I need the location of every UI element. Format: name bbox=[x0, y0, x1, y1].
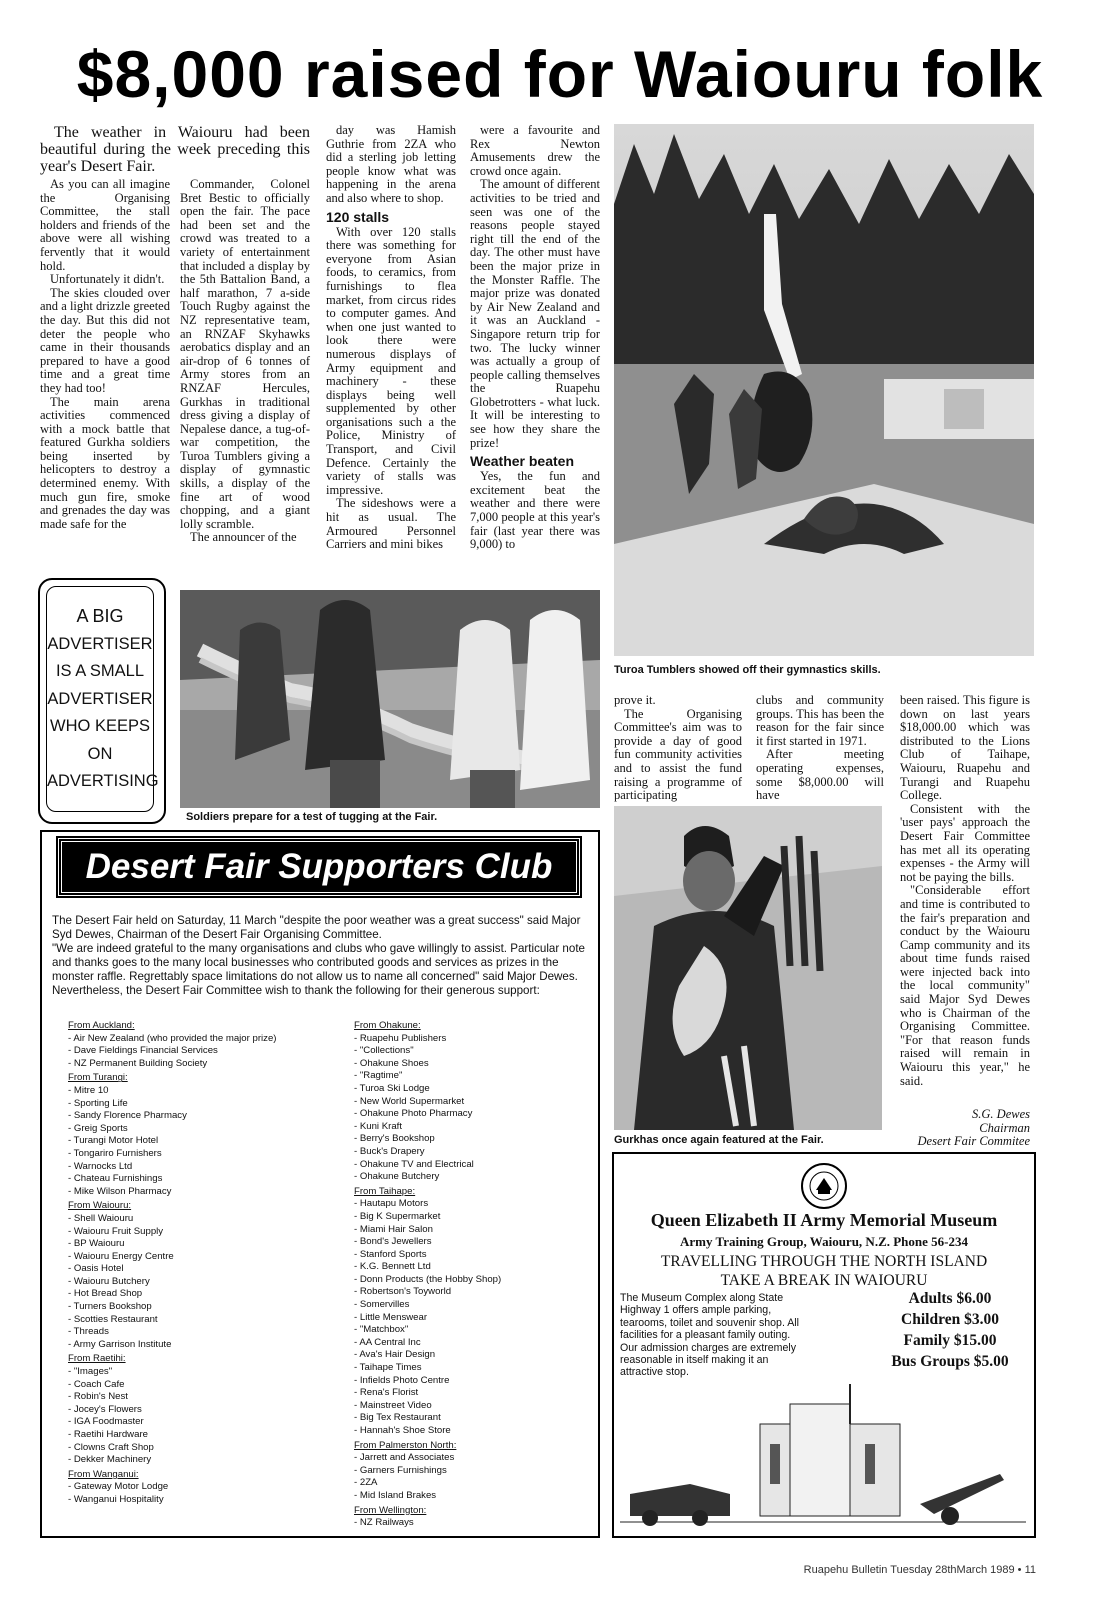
supporter-item: - Sandy Florence Pharmacy bbox=[68, 1110, 187, 1122]
supporter-item: - Hannah's Shoe Store bbox=[354, 1425, 451, 1436]
subhead-weather-beaten: Weather beaten bbox=[470, 453, 574, 470]
supporters-list-left bbox=[68, 1018, 338, 1507]
paragraph: "Considerable effort and time is contributed to the fair's preparation and conduct by the Waiouru Camp community and its about time funds raised were injected back into the local community" said Major Syd Dewes who is Chairman of the Organising Committee. "For that reason funds raised will remain in Waiouru this year," he said. bbox=[900, 883, 1030, 1088]
supporter-item: - K.G. Bennett Ltd bbox=[354, 1261, 431, 1273]
supporter-item: - Jocey's Flowers bbox=[68, 1403, 142, 1415]
supporter-group-heading: From Auckland: bbox=[68, 1020, 135, 1031]
supporter-item: - Ohakune Butchery bbox=[354, 1171, 440, 1183]
supporter-item: - Waiouru Energy Centre bbox=[68, 1250, 174, 1262]
tumblers-caption: Turoa Tumblers showed off their gymnastics skills. bbox=[614, 664, 881, 676]
article-column-5 bbox=[614, 694, 742, 804]
price-adults: Adults $6.00 bbox=[908, 1290, 992, 1307]
supporter-item: - Oasis Hotel bbox=[68, 1263, 124, 1275]
supporter-item: - Ohakune Shoes bbox=[354, 1057, 429, 1069]
advert-line: WHO KEEPS bbox=[50, 717, 150, 735]
supporter-item: - Greig Sports bbox=[68, 1122, 128, 1134]
supporter-item: - Robertson's Toyworld bbox=[354, 1286, 452, 1298]
supporter-item: - Rena's Florist bbox=[354, 1387, 419, 1399]
supporter-group-heading: From Palmerston North: bbox=[354, 1439, 457, 1451]
supporters-club-panel bbox=[40, 830, 600, 1538]
paragraph: were a favourite and Rex Newton Amusements drew the crowd once again. bbox=[470, 123, 600, 178]
signature-org: Desert Fair Commitee bbox=[917, 1134, 1030, 1149]
museum-prices bbox=[876, 1288, 1024, 1372]
supporter-item: - "Collections" bbox=[354, 1045, 414, 1057]
supporter-item: - AA Central Inc bbox=[354, 1336, 421, 1348]
supporter-item: - Mike Wilson Pharmacy bbox=[68, 1185, 172, 1197]
supporter-item: - Chateau Furnishings bbox=[68, 1173, 163, 1185]
supporter-item: - Waiouru Butchery bbox=[68, 1275, 150, 1287]
paragraph: The skies clouded over and a light drizzle greeted the day. But this did not deter the people who came in their thousands prepared to have a good time and a great time they had too! bbox=[40, 285, 170, 395]
supporter-item: - IGA Foodmaster bbox=[68, 1416, 144, 1428]
supporter-item: - Garners Furnishings bbox=[354, 1464, 447, 1476]
supporters-club-intro bbox=[52, 914, 592, 998]
supporter-item: - Sporting Life bbox=[68, 1097, 128, 1109]
article-column-2 bbox=[180, 178, 310, 548]
club-paragraph: The Desert Fair held on Saturday, 11 March "despite the poor weather was a great success" said Major Syd Dewes, Chairman of the Desert Fair Organising Committee. bbox=[52, 914, 581, 941]
supporter-item: - Taihape Times bbox=[354, 1362, 422, 1374]
supporter-item: - NZ Railways bbox=[354, 1517, 414, 1529]
tumblers-photo bbox=[614, 124, 1034, 656]
signature-title: Chairman bbox=[979, 1120, 1030, 1135]
paragraph: been raised. This figure is down on last years $18,000.00 which was distributed to the Lions Club of Taihape, Waiouru, Ruapehu and Turangi and Ruapehu College. bbox=[900, 693, 1030, 803]
article-column-6 bbox=[756, 694, 884, 804]
article-signature bbox=[900, 1108, 1030, 1149]
paragraph: The main arena activities commenced with a mock battle that featured Gurkha soldiers being inserted by helicopters to destroy a determined enemy. With much gun fire, smoke and grenades the day was made safe for the bbox=[40, 394, 170, 531]
supporter-item: - Army Garrison Institute bbox=[68, 1338, 172, 1350]
paragraph: Commander, Colonel Bret Bestic to officially open the fair. The pace had been set and the crowd was treated to a variety of entertainment that included a display by the 5th Battalion Band, a half marathon, 7 a-side Touch Rugby against the NZ representative team, an RNZAF Skyhawks aerobatics display and an air-drop of 6 tonnes of Army stores from an RNZAF Hercules, Gurkhas in traditional dress giving a display of Nepalese dance, a tug-of-war competition, the Turoa Tumblers giving a display of gymnastic skills, a display of the fine art of wood chopping, and a giant lolly scramble. bbox=[180, 177, 310, 531]
article-column-3 bbox=[326, 123, 456, 552]
supporter-item: - Big K Supermarket bbox=[354, 1210, 441, 1222]
supporters-list-right bbox=[354, 1018, 584, 1530]
soldiers-photo bbox=[180, 590, 600, 808]
supporter-item: - Dekker Machinery bbox=[68, 1454, 152, 1466]
gurkhas-photo-illustration bbox=[614, 806, 882, 1130]
paragraph: The amount of different activities to be tried and seen was one of the reasons people stayed right till the end of the day. The other must have been the major prize in the Monster Raffle. The major prize was donated by Air New Zealand and it was an Auckland - Singapore return trip for two. The lucky winner was actually a group of people calling themselves the Ruapehu Globetrotters - what luck. It will be interesting to see how they share the prize! bbox=[470, 177, 600, 450]
supporter-item: - Mainstreet Video bbox=[354, 1399, 432, 1411]
supporter-item: - Buck's Drapery bbox=[354, 1145, 425, 1157]
museum-tagline-1: TRAVELLING THROUGH THE NORTH ISLAND bbox=[660, 1253, 988, 1270]
supporter-item: - Coach Cafe bbox=[68, 1378, 125, 1390]
supporter-item: - Ohakune TV and Electrical bbox=[354, 1158, 474, 1170]
supporter-item: - "Matchbox" bbox=[354, 1324, 409, 1336]
supporter-group-heading: From Taihape: bbox=[354, 1185, 416, 1197]
paragraph: The Organising Committee's aim was to provide a day of good fun community activities and to assist the fund raising a programme of participating bbox=[614, 706, 742, 803]
supporter-item: - Little Menswear bbox=[354, 1311, 428, 1323]
headline: $8,000 raised for Waiouru folk bbox=[76, 37, 1044, 111]
supporter-group-heading: From Wanganui: bbox=[68, 1468, 139, 1480]
paragraph: Consistent with the 'user pays' approach the Desert Fair Committee has met all its operating expenses - the Army will not be paying the bills. bbox=[900, 801, 1030, 884]
supporter-item: - Hautapu Motors bbox=[354, 1198, 429, 1210]
supporter-item: - Mid Island Brakes bbox=[354, 1489, 437, 1501]
supporter-item: - Big Tex Restaurant bbox=[354, 1412, 441, 1424]
advert-line: IS A SMALL bbox=[55, 662, 145, 680]
paragraph: As you can all imagine the Organising Committee, the stall holders and friends of the above were all wishing fervently that it would hold. bbox=[40, 177, 170, 273]
museum-building-illustration bbox=[620, 1384, 1026, 1528]
page-footer: Ruapehu Bulletin Tuesday 28thMarch 1989 • 11 bbox=[803, 1564, 1036, 1576]
paragraph: day was Hamish Guthrie from 2ZA who did a sterling job letting people know what was happening in the arena and also where to shop. bbox=[326, 123, 456, 205]
subhead-120-stalls: 120 stalls bbox=[326, 208, 390, 225]
advert-line: ADVERTISER bbox=[47, 689, 153, 708]
supporter-item: - Miami Hair Salon bbox=[354, 1223, 433, 1235]
gurkhas-caption: Gurkhas once again featured at the Fair. bbox=[614, 1134, 824, 1146]
paragraph: clubs and community groups. This has been the reason for the fair since it first started in 1971. bbox=[756, 693, 884, 748]
advert-inner bbox=[46, 586, 159, 812]
supporter-item: - "Images" bbox=[68, 1366, 113, 1378]
supporter-item: - Clowns Craft Shop bbox=[68, 1441, 154, 1453]
paragraph: prove it. bbox=[614, 693, 656, 707]
supporter-item: - Waiouru Fruit Supply bbox=[68, 1225, 164, 1237]
advert-line: ADVERTISING bbox=[47, 772, 159, 790]
supporter-item: - Berry's Bookshop bbox=[354, 1133, 435, 1145]
price-children: Children $3.00 bbox=[901, 1311, 999, 1328]
advert-box bbox=[38, 578, 166, 824]
supporter-item: - Gateway Motor Lodge bbox=[68, 1481, 169, 1493]
supporter-item: - Turangi Motor Hotel bbox=[68, 1135, 159, 1147]
museum-subtitle: Army Training Group, Waiouru, N.Z. Phone 56-234 bbox=[680, 1234, 968, 1249]
supporter-item: - Ruapehu Publishers bbox=[354, 1032, 447, 1044]
supporter-item: - Tongariro Furnishers bbox=[68, 1147, 162, 1159]
article-column-7 bbox=[900, 694, 1030, 1104]
tumblers-photo-illustration bbox=[614, 124, 1034, 656]
supporter-item: - Air New Zealand (who provided the major prize) bbox=[68, 1032, 277, 1044]
supporter-item: - Ava's Hair Design bbox=[354, 1349, 436, 1361]
article-column-1a bbox=[40, 178, 170, 548]
supporter-item: - Dave Fieldings Financial Services bbox=[68, 1045, 218, 1057]
supporter-item: - Robin's Nest bbox=[68, 1391, 128, 1403]
museum-title: Queen Elizabeth II Army Memorial Museum bbox=[650, 1210, 998, 1230]
supporter-item: - Mitre 10 bbox=[68, 1084, 109, 1096]
supporter-item: - Shell Waiouru bbox=[68, 1212, 134, 1224]
supporter-item: - Wanganui Hospitality bbox=[68, 1493, 164, 1505]
supporter-item: - Infields Photo Centre bbox=[354, 1374, 450, 1386]
supporter-item: - Scotties Restaurant bbox=[68, 1313, 158, 1325]
paragraph: Yes, the fun and excitement beat the weather and there were 7,000 people at this year's fair (last year there was 9,000) to bbox=[470, 469, 600, 552]
club-paragraph: "We are indeed grateful to the many organisations and clubs who gave willingly to assist. Particular note and thanks goes to the many local businesses who contributed goods and services as prizes in the monster raffle. Regrettably space limitations do not allow us to name all concerned" said Major Dewes. bbox=[52, 942, 585, 983]
supporter-group-heading: From Raetihi: bbox=[68, 1353, 126, 1365]
price-bus-groups: Bus Groups $5.00 bbox=[891, 1353, 1009, 1370]
paragraph: Unfortunately it didn't. bbox=[50, 272, 165, 287]
museum-tagline-2: TAKE A BREAK IN WAIOURU bbox=[720, 1272, 928, 1289]
supporter-group-heading: From Waiouru: bbox=[68, 1200, 132, 1212]
signature-name: S.G. Dewes bbox=[972, 1107, 1030, 1121]
club-paragraph: Nevertheless, the Desert Fair Committee wish to thank the following for their generous support: bbox=[52, 984, 540, 997]
advert-line: A BIG bbox=[76, 606, 124, 626]
museum-advert bbox=[612, 1152, 1036, 1538]
paragraph: After meeting operating expenses, some $8,000.00 will have bbox=[756, 747, 884, 803]
supporter-group-heading: From Wellington: bbox=[354, 1504, 427, 1516]
supporter-group-heading: From Ohakune: bbox=[354, 1020, 421, 1031]
paragraph: With over 120 stalls there was something for everyone from Asian foods, to ceramics, from furnishings to flea market, from circus rides to computer games. And when one just wanted to look there were numerous displays of Army equipment and machinery - these displays being well supplemented by other organisations such a the Police, Ministry of Transport, and Civil Defence. Certainly the variety of stalls was impressive. bbox=[326, 224, 456, 497]
price-family: Family $15.00 bbox=[903, 1332, 997, 1349]
gurkhas-photo bbox=[614, 806, 882, 1130]
museum-seal-icon bbox=[800, 1162, 848, 1210]
supporter-item: - Stanford Sports bbox=[354, 1248, 427, 1260]
soldiers-photo-illustration bbox=[180, 590, 600, 808]
supporter-item: - Bond's Jewellers bbox=[354, 1236, 432, 1248]
supporter-item: - Raetihi Hardware bbox=[68, 1429, 148, 1440]
supporter-item: - 2ZA bbox=[354, 1477, 378, 1489]
supporter-item: - Ohakune Photo Pharmacy bbox=[354, 1108, 473, 1120]
article-lead: The weather in Waiouru had been beautiful during the week preceding this year's Desert Fair. bbox=[40, 124, 310, 175]
supporter-item: - "Ragtime" bbox=[354, 1070, 403, 1082]
supporter-item: - Threads bbox=[68, 1326, 109, 1338]
supporter-group-heading: From Turangi: bbox=[68, 1072, 128, 1084]
museum-description: The Museum Complex along State Highway 1 offers ample parking, tearooms, toilet and souvenir shop. All facilities for a pleasant family outing. Our admission charges are extremely reasonable in itself making it an attractive stop. bbox=[620, 1292, 800, 1379]
advert-line: ADVERTISER bbox=[47, 634, 153, 653]
advert-line: ON bbox=[87, 744, 113, 763]
supporter-item: - NZ Permanent Building Society bbox=[68, 1057, 208, 1069]
supporter-item: - Jarrett and Associates bbox=[354, 1452, 455, 1464]
supporter-item: - Warnocks Ltd bbox=[68, 1160, 133, 1172]
paragraph: The sideshows were a hit as usual. The Armoured Personnel Carriers and mini bikes bbox=[326, 496, 456, 552]
soldiers-caption: Soldiers prepare for a test of tugging at the Fair. bbox=[186, 811, 438, 823]
supporter-item: - Kuni Kraft bbox=[354, 1120, 402, 1132]
supporter-item: - Donn Products (the Hobby Shop) bbox=[354, 1273, 502, 1285]
supporter-item: - New World Supermarket bbox=[354, 1095, 465, 1107]
supporter-item: - Turoa Ski Lodge bbox=[354, 1082, 430, 1094]
supporter-item: - Hot Bread Shop bbox=[68, 1288, 143, 1300]
supporter-item: - Turners Bookshop bbox=[68, 1301, 152, 1313]
supporter-item: - Somervilles bbox=[354, 1299, 410, 1311]
supporter-item: - BP Waiouru bbox=[68, 1238, 125, 1250]
supporters-club-title: Desert Fair Supporters Club bbox=[58, 838, 580, 896]
paragraph: The announcer of the bbox=[190, 530, 297, 545]
article-column-4 bbox=[470, 123, 600, 552]
